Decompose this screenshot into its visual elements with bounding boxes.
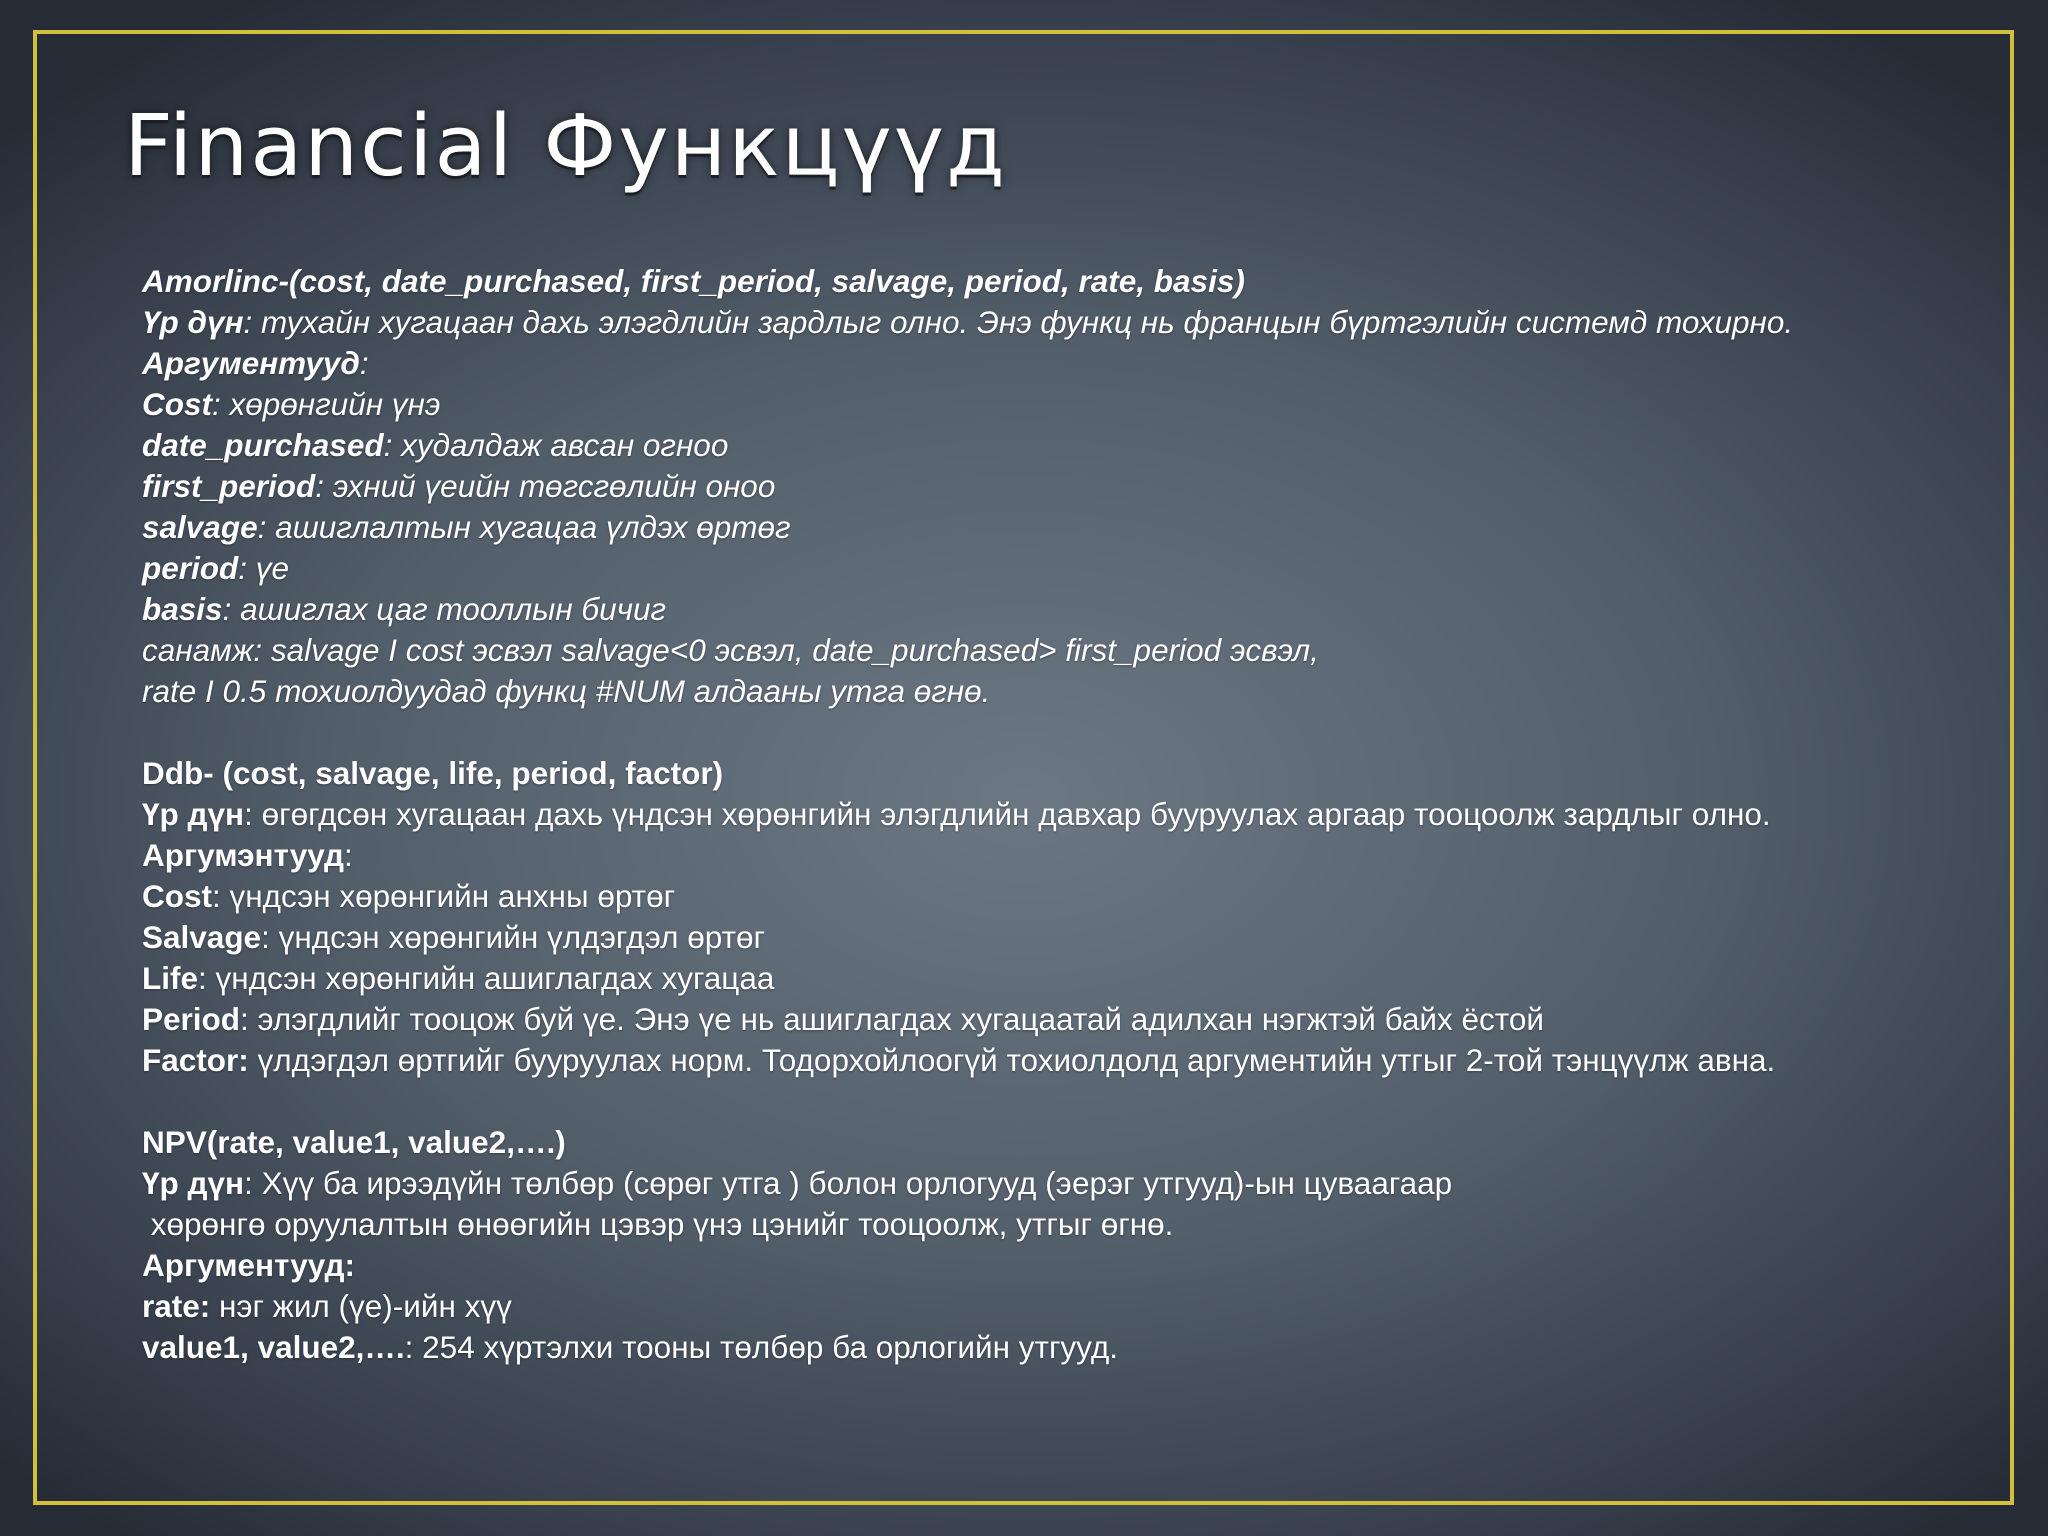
amorlinc-arg-period xyxy=(142,548,2002,589)
ddb-args-colon: : xyxy=(343,837,353,873)
ddb-arg-factor xyxy=(142,1040,2002,1081)
arg-desc: : үндсэн хөрөнгийн үлдэгдэл өртөг xyxy=(261,919,766,955)
amorlinc-arg-cost xyxy=(142,384,2002,425)
arg-name: Life xyxy=(142,960,199,996)
arg-desc: : худалдаж авсан огноо xyxy=(383,427,729,463)
npv-arg-values xyxy=(142,1327,2002,1368)
arg-desc: : эхний үеийн төгсгөлийн оноо xyxy=(315,468,776,504)
arg-desc: үлдэгдэл өртгийг бууруулах норм. Тодорхойлоогүй тохиолдолд аргументийн утгыг 2-той тэнцүүлж авна. xyxy=(248,1042,1776,1078)
section-spacer xyxy=(142,712,2002,753)
npv-purpose-text: : Хүү ба ирээдүйн төлбөр (сөрөг утга ) болон орлогууд (эерэг утгууд)-ын цуваагаар xyxy=(244,1165,1453,1201)
arg-name: value1, value2,…. xyxy=(142,1329,405,1365)
arg-name: rate: xyxy=(142,1288,211,1324)
arg-desc: : үе xyxy=(238,550,290,586)
arg-name: Salvage xyxy=(142,919,262,955)
amorlinc-arg-basis xyxy=(142,589,2002,630)
amorlinc-note-line-1: санамж: salvage I cost эсвэл salvage<0 эсвэл, date_purchased> first_period эсвэл, xyxy=(142,632,1319,668)
arg-desc: : үндсэн хөрөнгийн анхны өртөг xyxy=(212,878,676,914)
amorlinc-arg-date-purchased xyxy=(142,425,2002,466)
ddb-header: Ddb- (cost, salvage, life, period, factor) xyxy=(142,755,724,791)
ddb-args-label: Аргумэнтууд xyxy=(142,837,344,873)
arg-desc: : 254 хүртэлхи тооны төлбөр ба орлогийн утгууд. xyxy=(404,1329,1119,1365)
arg-name: first_period xyxy=(142,468,316,504)
amorlinc-purpose-label: Үр дүн xyxy=(142,304,244,340)
arg-name: Factor: xyxy=(142,1042,249,1078)
arg-name: salvage xyxy=(142,509,258,545)
npv-args-label: Аргументууд: xyxy=(142,1247,356,1283)
npv-header-line xyxy=(142,1122,2002,1163)
section-spacer xyxy=(142,1081,2002,1122)
ddb-arg-period xyxy=(142,999,2002,1040)
arg-name: period xyxy=(142,550,239,586)
ddb-arg-salvage xyxy=(142,917,2002,958)
arg-desc: : элэгдлийг тооцож буй үе. Энэ үе нь ашиглагдах хугацаатай адилхан нэгжтэй байх ёстой xyxy=(240,1001,1544,1037)
amorlinc-args-label: Аргументууд xyxy=(142,345,360,381)
npv-args-line xyxy=(142,1245,2002,1286)
ddb-arg-cost xyxy=(142,876,2002,917)
npv-purpose-line-2: хөрөнгө оруулалтын өнөөгийн цэвэр үнэ цэнийг тооцоолж, утгыг өгнө. xyxy=(142,1206,1174,1242)
amorlinc-arg-salvage xyxy=(142,507,2002,548)
amorlinc-header-line xyxy=(142,261,2002,302)
amorlinc-purpose-text: : тухайн хугацаан дахь элэгдлийн зардлыг олно. Энэ функц нь францын бүртгэлийн системд тохирно. xyxy=(243,304,1794,340)
arg-name: Period xyxy=(142,1001,241,1037)
ddb-args-line xyxy=(142,835,2002,876)
amorlinc-args-line xyxy=(142,343,2002,384)
arg-name: Cost xyxy=(142,878,212,914)
arg-desc: : ашиглах цаг тооллын бичиг xyxy=(222,591,667,627)
ddb-purpose-label: Үр дүн xyxy=(142,796,245,832)
amorlinc-purpose-line xyxy=(142,302,2002,343)
ddb-purpose-line xyxy=(142,794,2002,835)
amorlinc-note-line-2: rate I 0.5 тохиолдуудад функц #NUM алдааны утга өгнө. xyxy=(142,673,991,709)
npv-arg-rate xyxy=(142,1286,2002,1327)
npv-header: NPV(rate, value1, value2,….) xyxy=(142,1124,566,1160)
arg-name: date_purchased xyxy=(142,427,384,463)
npv-purpose-label: Үр дүн xyxy=(142,1165,245,1201)
ddb-header-line xyxy=(142,753,2002,794)
arg-name: Cost xyxy=(142,386,212,422)
amorlinc-args-colon: : xyxy=(359,345,369,381)
ddb-arg-life xyxy=(142,958,2002,999)
amorlinc-header: Amorlinc-(cost, date_purchased, first_period, salvage, period, rate, basis) xyxy=(142,263,1245,299)
npv-purpose-line xyxy=(142,1163,2002,1204)
arg-name: basis xyxy=(142,591,223,627)
arg-desc: : үндсэн хөрөнгийн ашиглагдах хугацаа xyxy=(198,960,775,996)
arg-desc: : ашиглалтын хугацаа үлдэх өртөг xyxy=(257,509,791,545)
slide-body xyxy=(142,261,2002,1368)
ddb-purpose-text: : өгөгдсөн хугацаан дахь үндсэн хөрөнгийн элэгдлийн давхар бууруулах аргаар тооцоолж зардлыг олно. xyxy=(244,796,1771,832)
amorlinc-arg-first-period xyxy=(142,466,2002,507)
arg-desc: : хөрөнгийн үнэ xyxy=(212,386,441,422)
arg-desc: нэг жил (үе)-ийн хүү xyxy=(210,1288,512,1324)
slide-title: Financial Функцүүд xyxy=(124,97,1007,196)
